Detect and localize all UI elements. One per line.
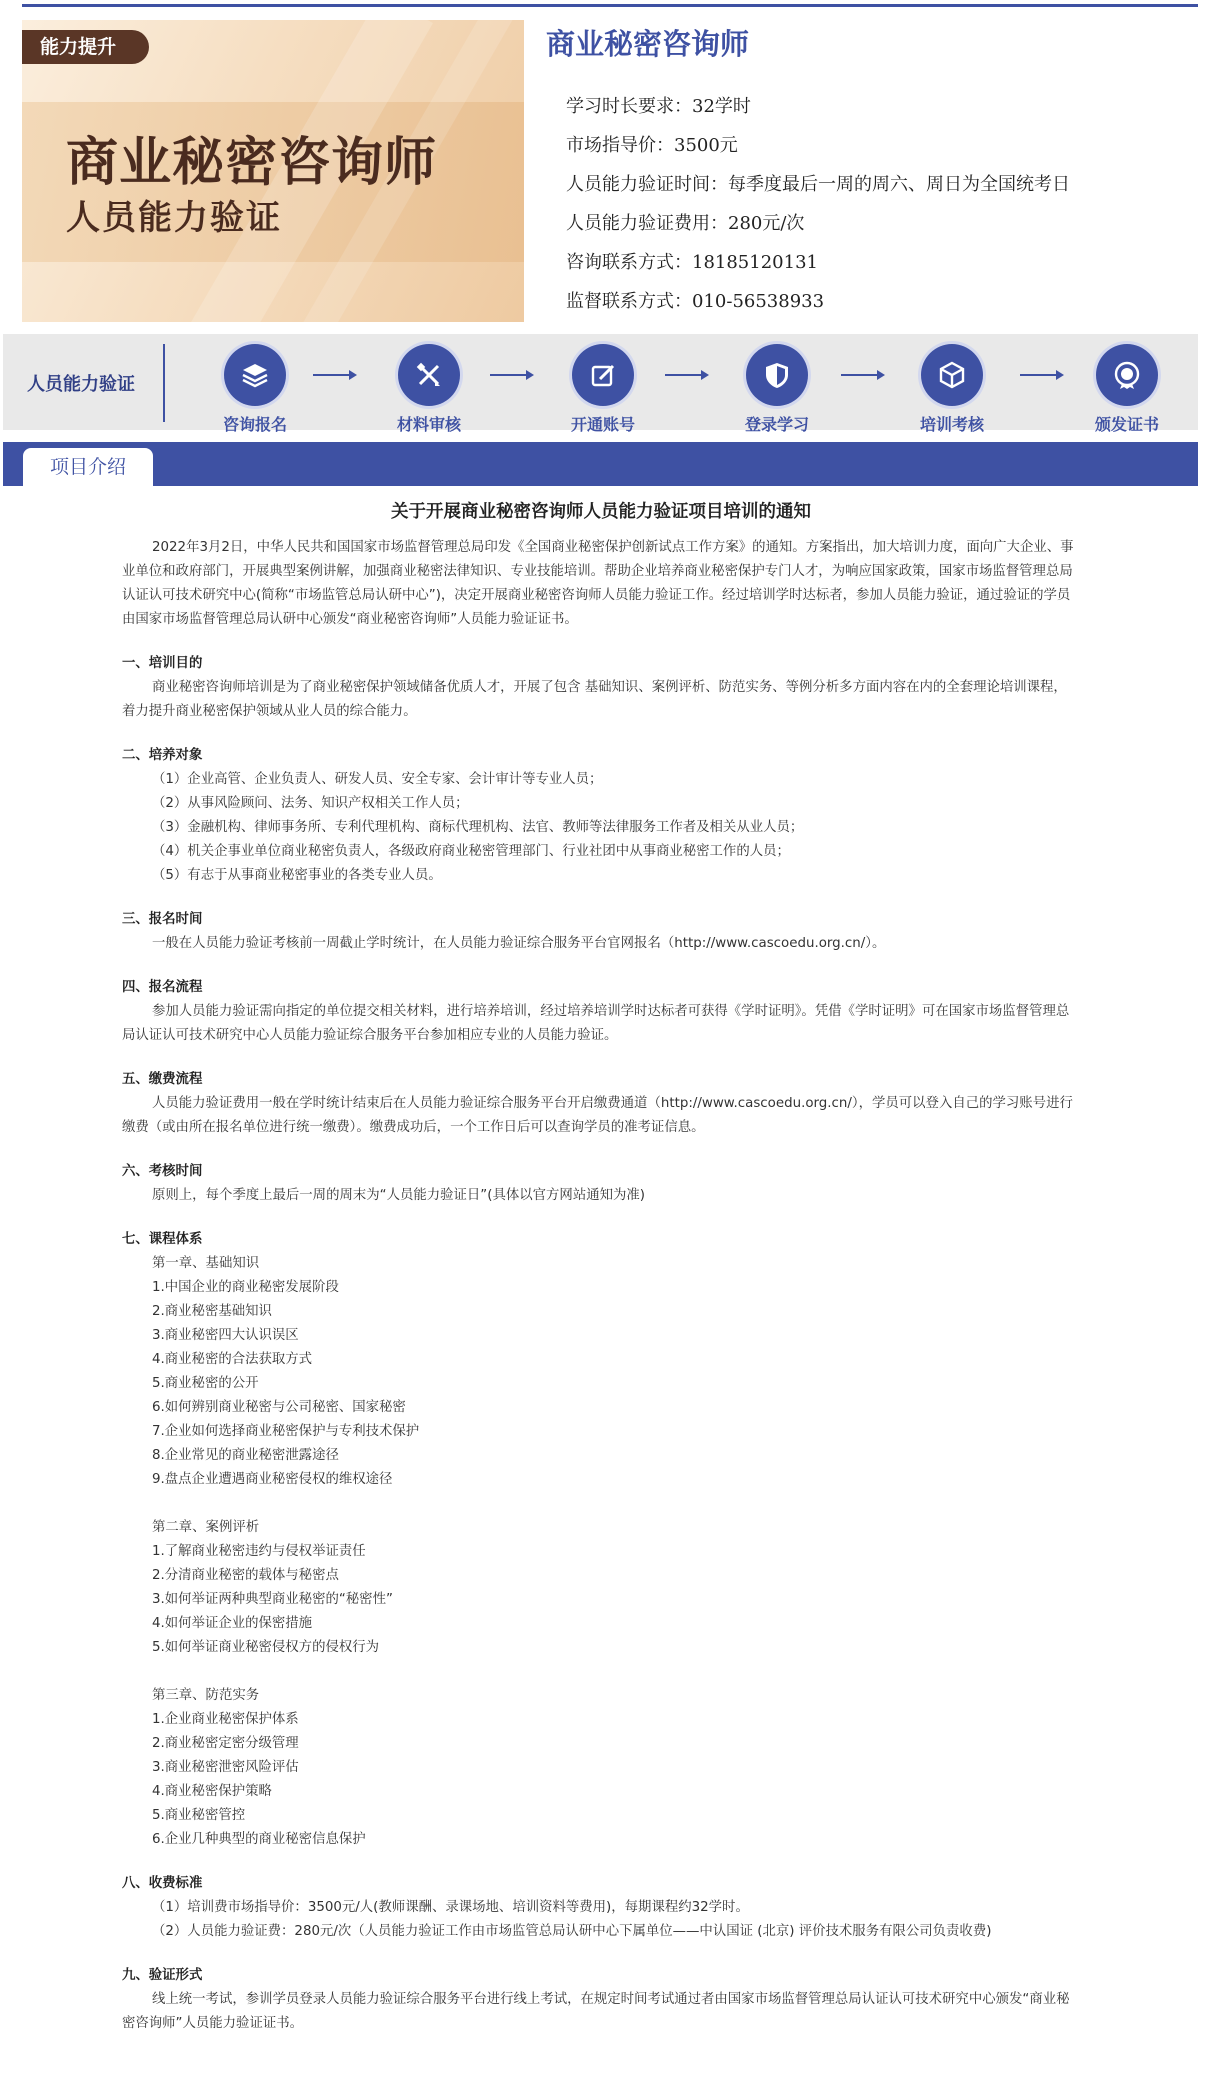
list-item: 8.企业常见的商业秘密泄露途径 (152, 1448, 339, 1463)
article-title: 关于开展商业秘密咨询师人员能力验证项目培训的通知 (391, 502, 811, 522)
section-heading: 九、验证形式 (122, 1968, 203, 1983)
step-label: 登录学习 (744, 415, 809, 434)
step-open-account[interactable] (548, 344, 658, 435)
list-item: 5.商业秘密管控 (152, 1808, 246, 1823)
section-heading: 七、课程体系 (122, 1232, 203, 1247)
edit-icon (572, 344, 634, 406)
step-issue-certificate[interactable] (1072, 344, 1182, 435)
list-item: 4.商业秘密保护策略 (152, 1784, 272, 1799)
list-item: 1.企业商业秘密保护体系 (152, 1712, 299, 1727)
section-body: 商业秘密咨询师培训是为了商业秘密保护领域储备优质人才，开展了包含 基础知识、案例评析、防范实务、等例分析多方面内容在内的全套理论培训课程，着力提升商业秘密保护领域从业人员的综合能力。 (122, 680, 1067, 719)
section-body: 参加人员能力验证需向指定的单位提交相关材料，进行培养培训，经过培养培训学时达标者可获得《学时证明》。凭借《学时证明》可在国家市场监督管理总局认证认可技术研究中心人员能力验证综合服务平台参加相应专业的人员能力验证。 (122, 1004, 1070, 1043)
section-body: 一般在人员能力验证考核前一周截止学时统计，在人员能力验证综合服务平台官网报名（http://www.cascoedu.org.cn/）。 (152, 936, 886, 951)
chapter-title: 第三章、防范实务 (152, 1688, 260, 1703)
spacer (122, 1492, 1080, 1516)
arrow-icon (313, 374, 355, 376)
section-heading: 八、收费标准 (122, 1876, 203, 1891)
banner-subtitle: 人员能力验证 (66, 198, 282, 238)
list-item: （4）机关企事业单位商业秘密负责人，各级政府商业秘密管理部门、行业社团中从事商业秘密工作的人员； (152, 844, 790, 859)
info-label: 监督联系方式： (566, 291, 692, 312)
list-item: 2.商业秘密基础知识 (152, 1304, 272, 1319)
list-item: （1）培训费市场指导价：3500元/人(教师课酬、录课场地、培训资料等费用)，每期课程约32学时。 (152, 1900, 749, 1915)
section-exam-time (122, 1160, 1080, 1208)
list-item: 2.商业秘密定密分级管理 (152, 1736, 299, 1751)
section-signup-time (122, 908, 1080, 956)
info-consult-contact (566, 248, 818, 274)
section-training-purpose (122, 652, 1080, 724)
chapter-title: 第二章、案例评析 (152, 1520, 260, 1535)
arrow-icon (665, 374, 707, 376)
info-label: 学习时长要求： (566, 96, 692, 117)
banner-title: 商业秘密咨询师 (66, 133, 438, 193)
ruler-pencil-icon (398, 344, 460, 406)
section-heading: 五、缴费流程 (122, 1072, 203, 1087)
chapter-title: 第一章、基础知识 (152, 1256, 260, 1271)
list-item: 1.中国企业的商业秘密发展阶段 (152, 1280, 339, 1295)
info-value: 每季度最后一周的周六、周日为全国统考日 (728, 174, 1070, 195)
process-label: 人员能力验证 (27, 374, 135, 395)
list-item: （3）金融机构、律师事务所、专利代理机构、商标代理机构、法官、教师等法律服务工作者及相关从业人员； (152, 820, 804, 835)
section-fee-standard (122, 1872, 1080, 1944)
section-payment-process (122, 1068, 1080, 1140)
tab-project-intro[interactable]: 项目介绍 (23, 448, 153, 486)
arrow-icon (1020, 374, 1062, 376)
step-label: 颁发证书 (1094, 415, 1159, 434)
section-heading: 二、培养对象 (122, 748, 203, 763)
info-value: 280元/次 (728, 213, 805, 234)
list-item: 4.商业秘密的合法获取方式 (152, 1352, 313, 1367)
list-item: 3.商业秘密泄密风险评估 (152, 1760, 299, 1775)
info-market-price (566, 131, 738, 157)
info-exam-fee (566, 209, 804, 235)
info-supervise-contact (566, 287, 824, 313)
article-intro: 2022年3月2日，中华人民共和国国家市场监督管理总局印发《全国商业秘密保护创新试点工作方案》的通知。方案指出，加大培训力度，面向广大企业、事业单位和政府部门，开展典型案例讲解，加强商业秘密法律知识、专业技能培训。帮助企业培养商业秘密保护专门人才，为响应国家政策，国家市场监督管理总局认证认可技术研究中心(简称“市场监管总局认研中心”)，决定开展商业秘密咨询师人员能力验证工作。经过培训学时达标者，参加人员能力验证，通过验证的学员由国家市场监督管理总局认研中心颁发“商业秘密咨询师”人员能力验证证书。 (122, 540, 1074, 627)
section-verification-form (122, 1964, 1080, 2036)
step-consult-signup[interactable] (200, 344, 310, 435)
info-value: 18185120131 (692, 252, 818, 273)
info-study-hours (566, 92, 751, 118)
arrow-icon (490, 374, 532, 376)
list-item: （1）企业高管、企业负责人、研发人员、安全专家、会计审计等专业人员； (152, 772, 603, 787)
arrow-icon (841, 374, 883, 376)
banner-tag: 能力提升 (22, 30, 149, 64)
shield-icon (746, 344, 808, 406)
section-signup-process (122, 976, 1080, 1048)
list-item: 2.分清商业秘密的载体与秘密点 (152, 1568, 339, 1583)
step-label: 培训考核 (919, 415, 984, 434)
section-heading: 四、报名流程 (122, 980, 203, 995)
top-accent-line (22, 4, 1198, 7)
info-exam-time (566, 170, 1070, 196)
section-body: 原则上，每个季度上最后一周的周末为“人员能力验证日”(具体以官方网站通知为准) (152, 1188, 645, 1203)
process-bar (3, 334, 1198, 434)
step-label: 开通账号 (570, 415, 635, 434)
list-item: 5.如何举证商业秘密侵权方的侵权行为 (152, 1640, 380, 1655)
list-item: 3.商业秘密四大认识误区 (152, 1328, 299, 1343)
info-label: 市场指导价： (566, 135, 674, 156)
section-heading: 一、培训目的 (122, 656, 203, 671)
section-body: 人员能力验证费用一般在学时统计结束后在人员能力验证综合服务平台开启缴费通道（http://www.cascoedu.org.cn/），学员可以登入自己的学习账号进行缴费（或由所在报名单位进行统一缴费）。缴费成功后，一个工作日后可以查询学员的准考证信息。 (122, 1096, 1073, 1135)
medal-icon (1096, 344, 1158, 406)
course-banner-image (22, 20, 524, 322)
list-item: 1.了解商业秘密违约与侵权举证责任 (152, 1544, 366, 1559)
list-item: （2）从事风险顾问、法务、知识产权相关工作人员； (152, 796, 469, 811)
info-label: 人员能力验证时间： (566, 174, 728, 195)
cube-icon (921, 344, 983, 406)
list-item: 6.如何辨别商业秘密与公司秘密、国家秘密 (152, 1400, 406, 1415)
section-course-system (122, 1228, 1080, 1852)
list-item: 3.如何举证两种典型商业秘密的“秘密性” (152, 1592, 393, 1607)
info-value: 010-56538933 (692, 291, 825, 312)
section-target-audience (122, 744, 1080, 888)
section-heading: 三、报名时间 (122, 912, 203, 927)
article (122, 500, 1080, 2036)
info-value: 3500元 (674, 135, 738, 156)
list-item: 4.如何举证企业的保密措施 (152, 1616, 313, 1631)
layers-icon (224, 344, 286, 406)
tab-bar (3, 442, 1198, 486)
process-divider (163, 344, 165, 422)
list-item: 7.企业如何选择商业秘密保护与专利技术保护 (152, 1424, 420, 1439)
step-label: 咨询报名 (222, 415, 287, 434)
step-label: 材料审核 (396, 415, 461, 434)
step-login-study[interactable] (722, 344, 832, 435)
course-title: 商业秘密咨询师 (546, 27, 750, 61)
info-value: 32学时 (692, 96, 751, 117)
list-item: 5.商业秘密的公开 (152, 1376, 259, 1391)
info-label: 咨询联系方式： (566, 252, 692, 273)
section-body: 线上统一考试，参训学员登录人员能力验证综合服务平台进行线上考试，在规定时间考试通过者由国家市场监督管理总局认证认可技术研究中心颁发“商业秘密咨询师”人员能力验证证书。 (122, 1992, 1070, 2031)
spacer (122, 1660, 1080, 1684)
list-item: 9.盘点企业遭遇商业秘密侵权的维权途径 (152, 1472, 393, 1487)
section-heading: 六、考核时间 (122, 1164, 203, 1179)
list-item: （5）有志于从事商业秘密事业的各类专业人员。 (152, 868, 442, 883)
step-training-exam[interactable] (897, 344, 1007, 435)
list-item: 6.企业几种典型的商业秘密信息保护 (152, 1832, 366, 1847)
step-material-review[interactable] (374, 344, 484, 435)
info-label: 人员能力验证费用： (566, 213, 728, 234)
list-item: （2）人员能力验证费：280元/次（人员能力验证工作由市场监管总局认研中心下属单位——中认国证 (北京) 评价技术服务有限公司负责收费) (152, 1924, 992, 1939)
